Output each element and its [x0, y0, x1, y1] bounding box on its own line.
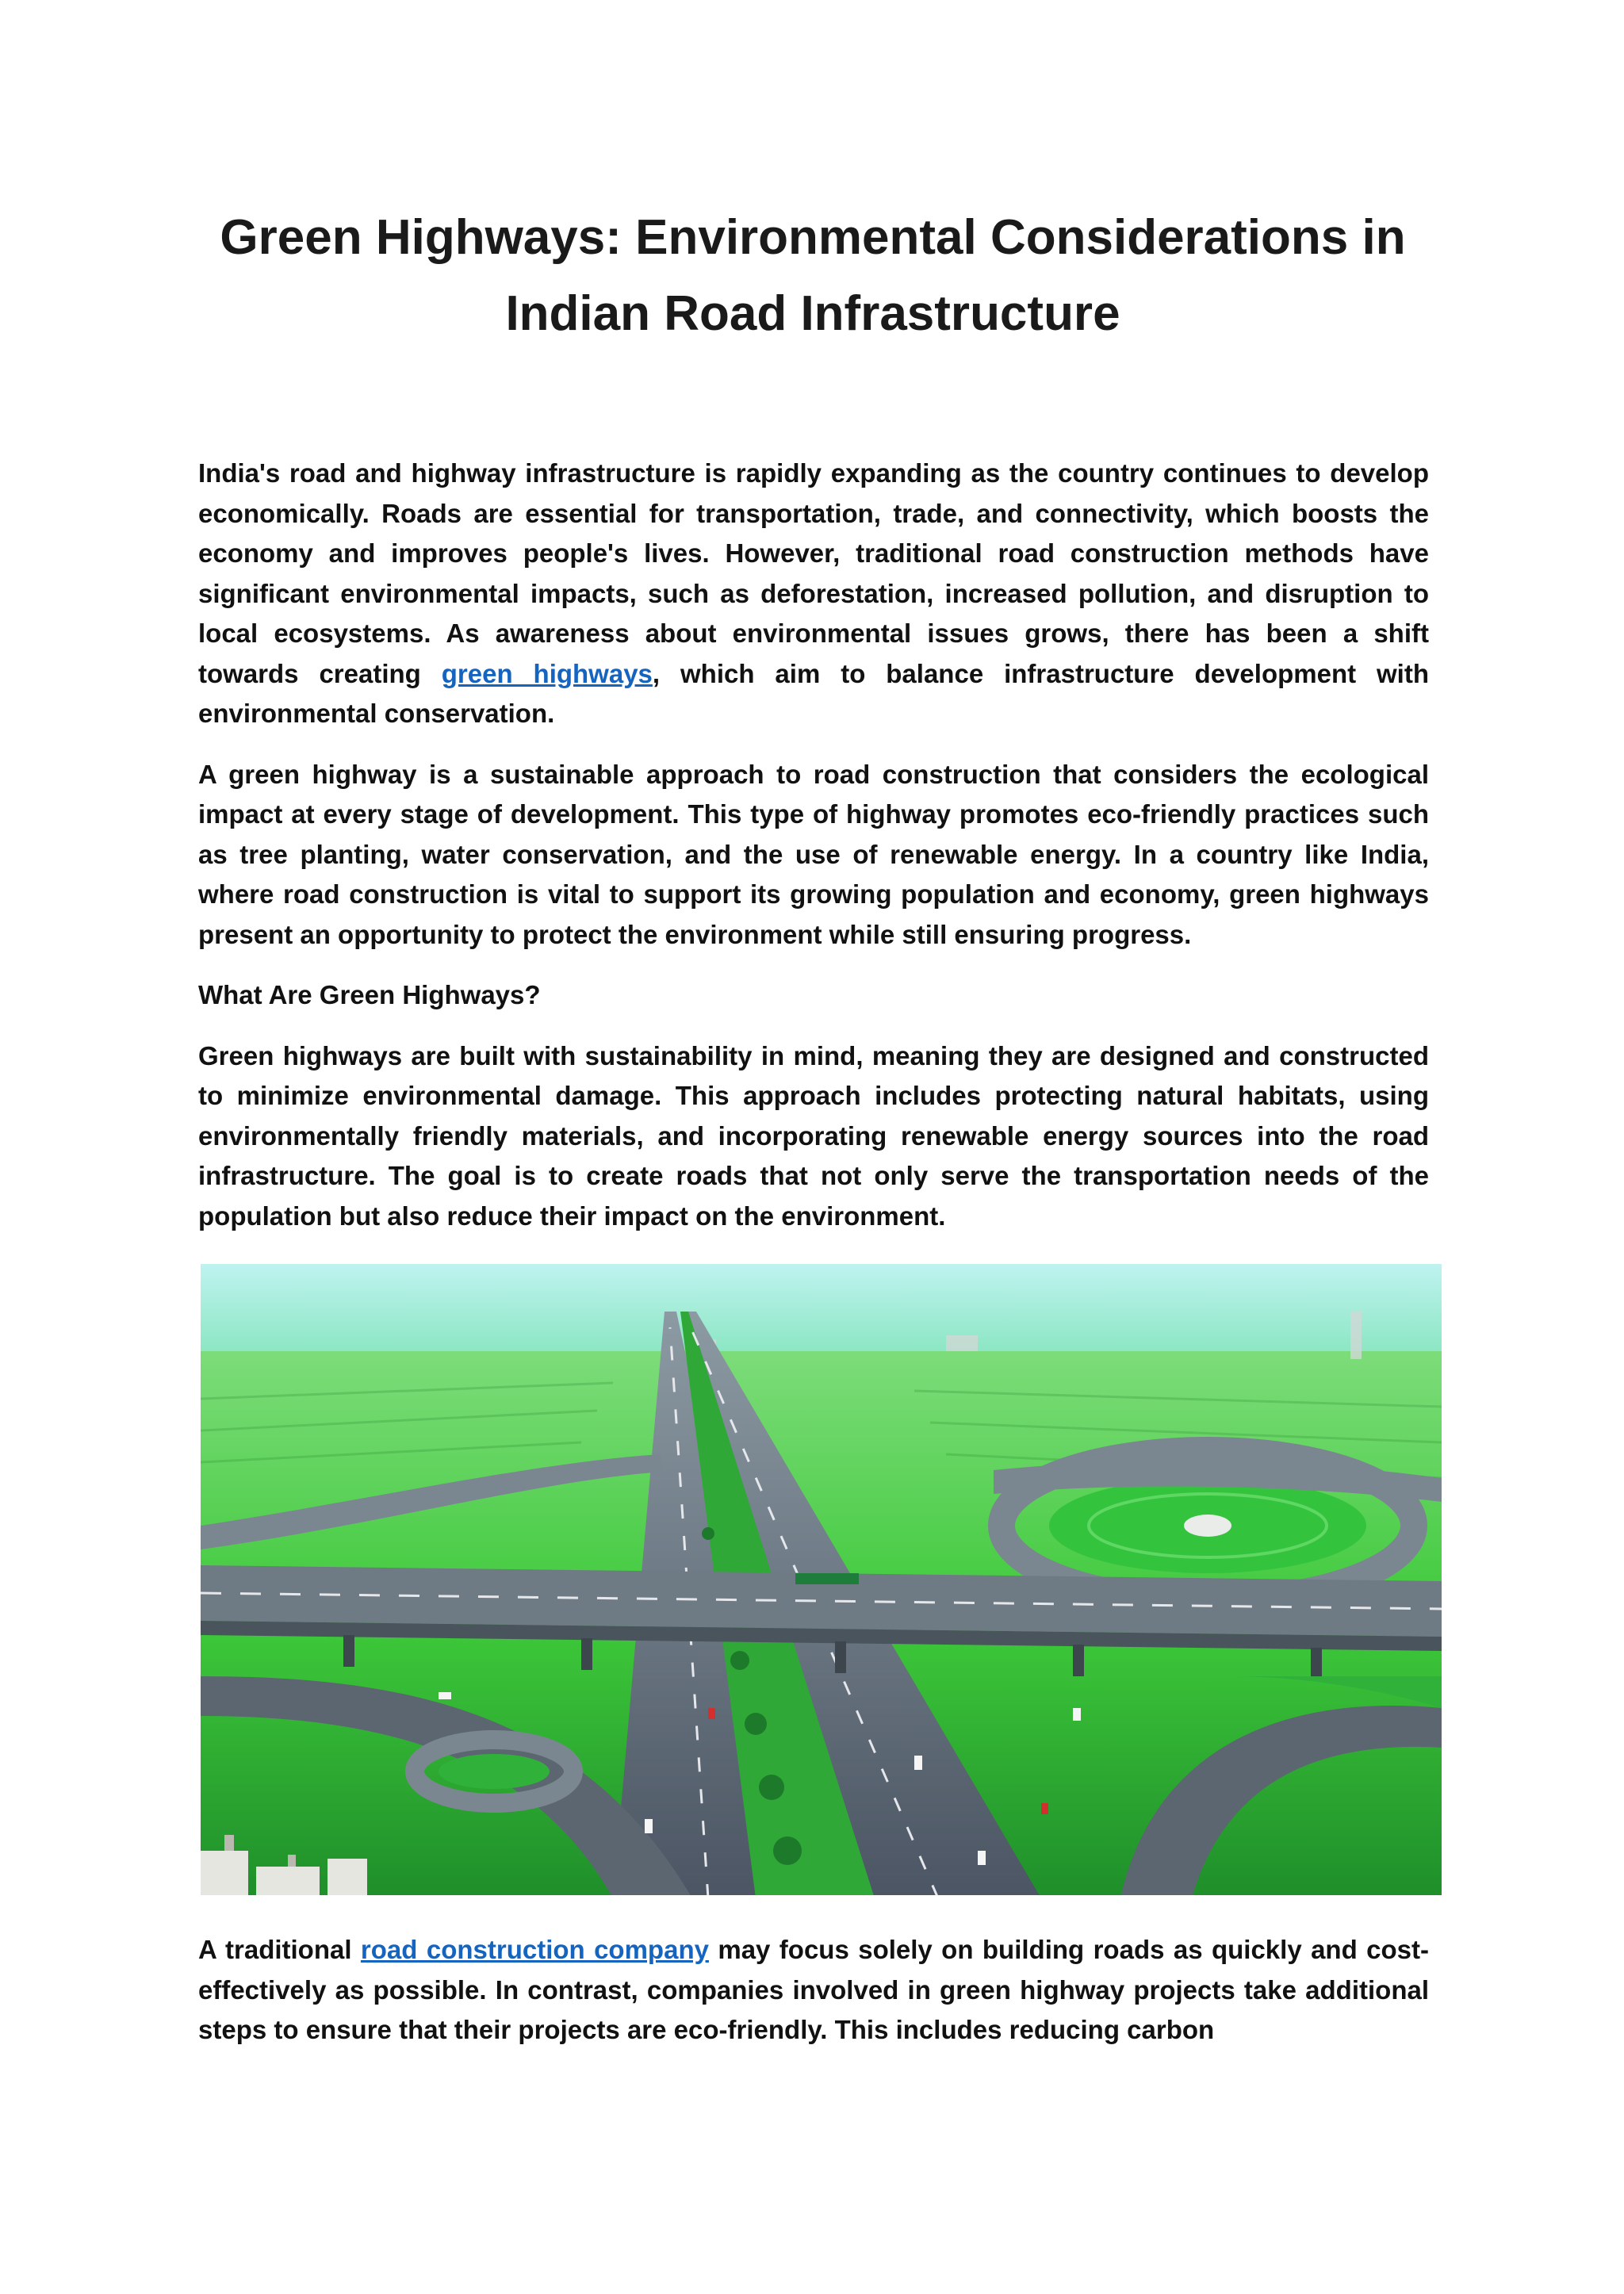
- definition-paragraph: A green highway is a sustainable approach to road construction that considers the ecological impact at every stage of development. This type of highway promotes eco-friendly practices such as tree planting, water conservation, and the use of renewable energy. In a country like India, where road construction is vital to support its growing population and economy, green highways present an opportunity to protect the environment while still ensuring progress.: [198, 759, 1429, 949]
- section-heading: What Are Green Highways?: [198, 980, 541, 1009]
- document-body: [198, 454, 1429, 1257]
- intro-text-end: , which aim to balance infrastructure development with environmental conservation.: [198, 658, 1430, 728]
- green-highways-link[interactable]: green highways: [441, 658, 653, 688]
- highway-illustration: [201, 1264, 1442, 1895]
- road-construction-company-link[interactable]: road construction company: [360, 1935, 709, 1964]
- construction-text-start: A traditional: [198, 1935, 361, 1964]
- highway-aerial-photo: [201, 1264, 1442, 1895]
- intro-text-start: India's road and highway infrastructure is rapidly expanding as the country continues to develop economically. Roads are essential for transportation, trade, and connectivity, which boosts the economy and improves people's lives. However, traditional road construction methods have significant environmental impacts, such as deforestation, increased pollution, and disruption to local ecosystems. As awareness about environmental issues grows, there has been a shift towards creating: [198, 458, 1429, 688]
- construction-text-end: may focus solely on building roads as quickly and cost-effectively as possible. In contrast, companies involved in green highway projects take additional steps to ensure that their projects are eco-friendly. This includes reducing carbon: [198, 1935, 1429, 2044]
- section-paragraph: Green highways are built with sustainability in mind, meaning they are designed and constructed to minimize environmental damage. This approach includes protecting natural habitats, using environmentally friendly materials, and incorporating renewable energy sources into the road infrastructure. The goal is to create roads that not only serve the transportation needs of the population but also reduce their impact on the environment.: [198, 1040, 1429, 1231]
- intro-paragraph: [198, 454, 1429, 734]
- page-title: Green Highways: Environmental Considerations in Indian Road Infrastructure: [220, 210, 1406, 341]
- construction-paragraph: [198, 1930, 1429, 2051]
